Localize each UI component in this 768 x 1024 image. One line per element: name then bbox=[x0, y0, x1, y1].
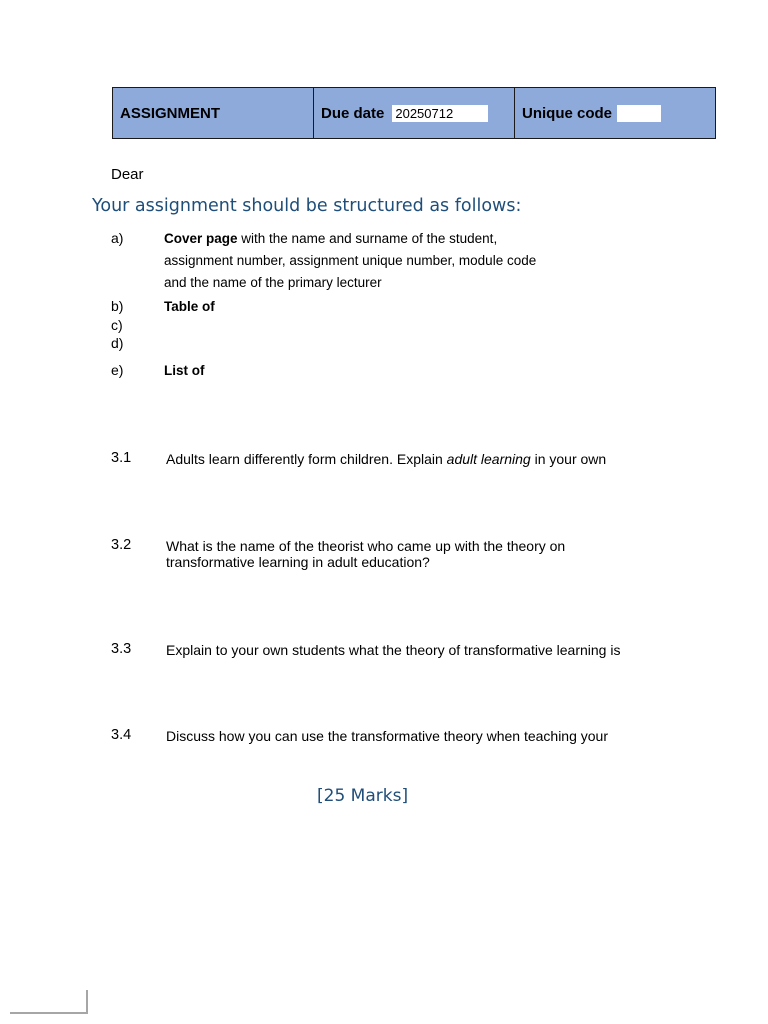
structure-letter: d) bbox=[111, 335, 124, 351]
question-line-2: transformative learning in adult education? bbox=[166, 554, 430, 570]
question-text: Discuss how you can use the transformative theory when teaching your bbox=[166, 728, 609, 744]
total-marks: [25 Marks] bbox=[317, 786, 409, 806]
assignment-label: ASSIGNMENT bbox=[120, 104, 221, 122]
structure-line-2: assignment number, assignment unique number, module code bbox=[164, 253, 537, 268]
structure-bold: List of bbox=[164, 363, 205, 378]
structure-text bbox=[164, 360, 584, 382]
question-line-1: What is the name of the theorist who came up with the theory on bbox=[166, 538, 566, 554]
structure-line-1 bbox=[164, 228, 584, 250]
question-text bbox=[166, 451, 646, 467]
structure-heading: Your assignment should be structured as follows: bbox=[92, 196, 522, 216]
unique-code-field[interactable] bbox=[617, 105, 661, 122]
structure-line-3: and the name of the primary lecturer bbox=[164, 275, 382, 290]
due-date-field[interactable]: 20250712 bbox=[392, 105, 488, 122]
assignment-header-table bbox=[112, 87, 716, 139]
unique-code-cell bbox=[514, 88, 715, 138]
structure-bold: Table of bbox=[164, 299, 215, 314]
question-text-start: Adults learn differently form children. Explain bbox=[166, 451, 447, 467]
question-text-italic: adult learning bbox=[446, 451, 531, 467]
assignment-cell bbox=[113, 88, 313, 138]
due-date-label: Due date bbox=[321, 104, 385, 122]
structure-text bbox=[164, 228, 584, 294]
structure-letter: b) bbox=[111, 298, 124, 314]
structure-rest: with the name and surname of the student, bbox=[237, 231, 498, 246]
due-date-cell bbox=[313, 88, 514, 138]
structure-letter: a) bbox=[111, 230, 124, 246]
question-number: 3.1 bbox=[111, 450, 132, 466]
question-number: 3.2 bbox=[111, 537, 132, 553]
structure-text bbox=[164, 296, 584, 318]
structure-bold: Cover page bbox=[164, 231, 238, 246]
page-corner-mark bbox=[10, 990, 88, 1014]
structure-letter: c) bbox=[111, 317, 123, 333]
question-number: 3.4 bbox=[111, 727, 132, 743]
question-number: 3.3 bbox=[111, 641, 132, 657]
structure-letter: e) bbox=[111, 362, 124, 378]
question-text-end: in your own bbox=[530, 451, 607, 467]
question-text bbox=[166, 538, 646, 570]
greeting: Dear bbox=[111, 166, 144, 183]
unique-code-label: Unique code bbox=[522, 104, 613, 122]
question-text: Explain to your own students what the theory of transformative learning is bbox=[166, 642, 621, 658]
